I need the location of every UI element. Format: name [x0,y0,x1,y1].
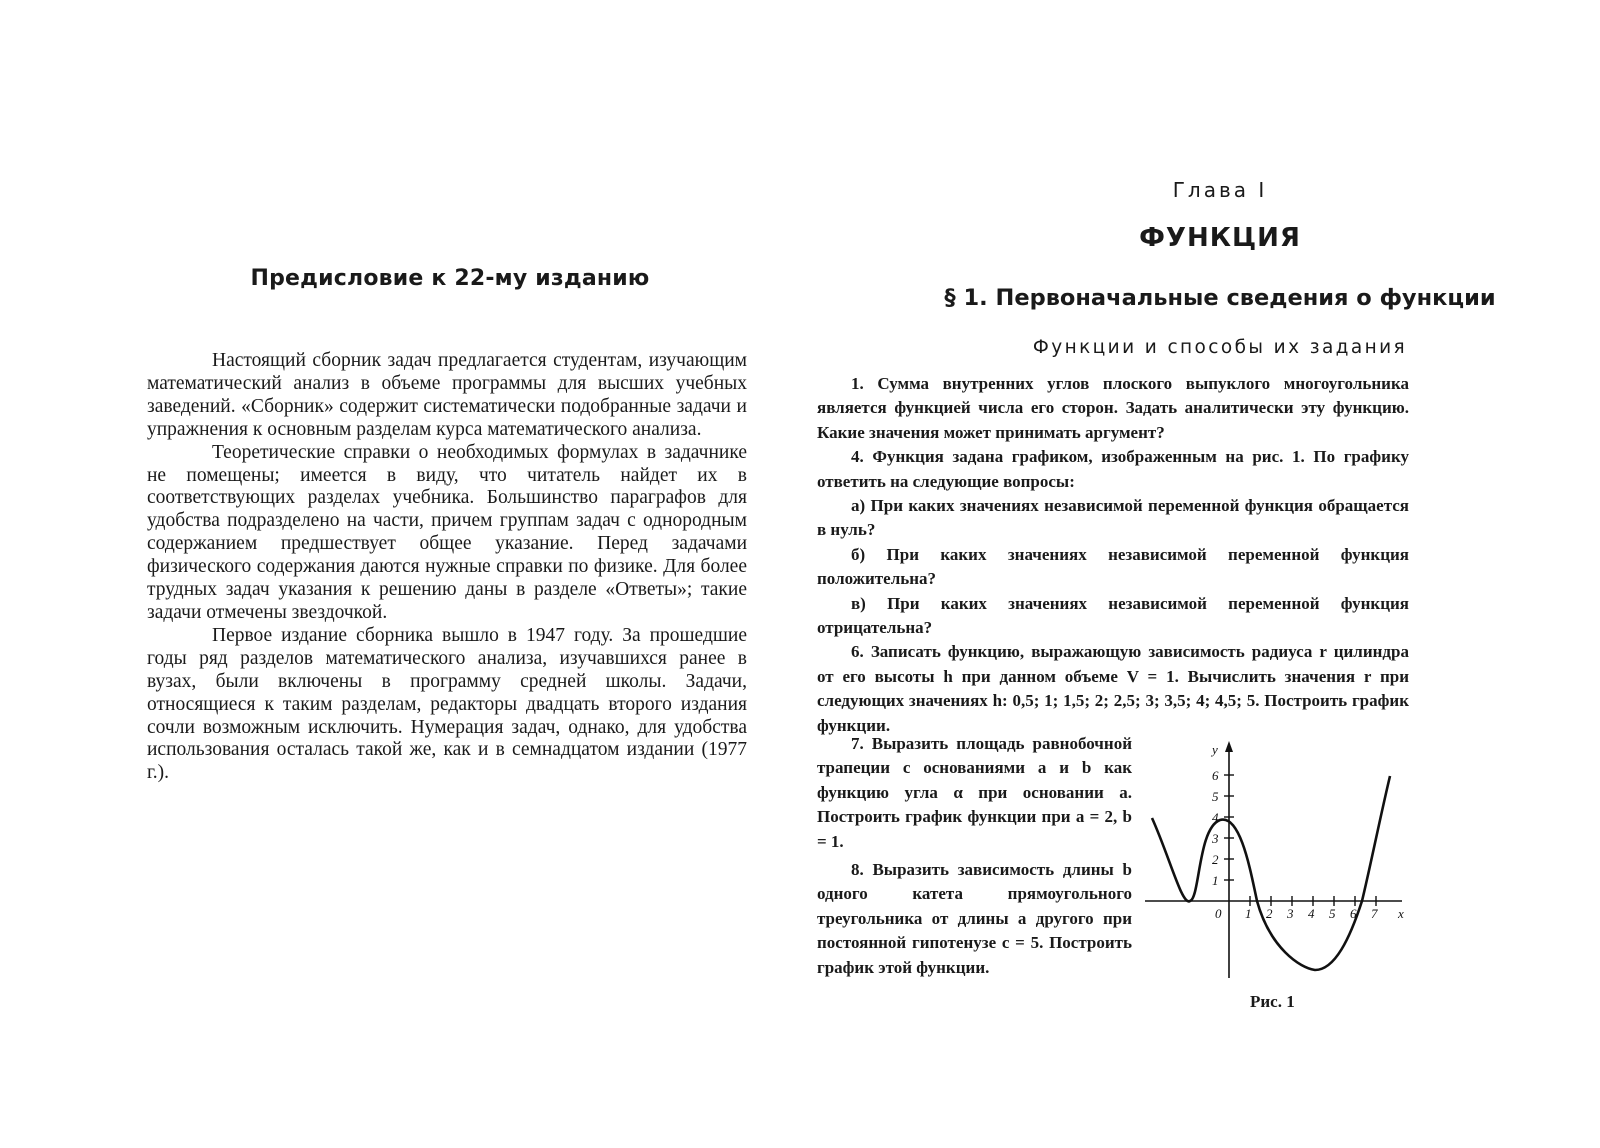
problem-list [817,372,1409,738]
preface-paragraph: Настоящий сборник задач предлагается студентам, изучающим математический анализ в объеме программы для высших учебных заведений. «Сборник» содержит систематически подобранные задачи и упражнения к основным разделам курса математического анализа. [147,350,747,440]
problem-text: а) При каких значениях независимой переменной функция обращается в нуль? [817,496,1409,540]
x-tick-1: 1 [1245,906,1252,921]
lower-problem-list [817,732,1132,984]
x-axis-label: x [1398,906,1404,921]
function-graph [1140,738,1410,988]
problem-text: б) При каких значениях независимой переменной функция положительна? [817,544,1409,589]
chapter-title: ФУНКЦИЯ [1139,223,1301,253]
problem-text: Функция задана графиком, изображенным на рис. 1. По графику ответить на следующие вопросы: [817,447,1409,491]
figure-caption: Рис. 1 [1250,992,1295,1011]
x-tick-labels [1215,906,1404,921]
problem-4b [817,543,1409,592]
y-tick-4: 4 [1212,810,1219,825]
figure-1 [1140,738,1410,1018]
x-tick-0: 0 [1215,906,1222,921]
preface-title: Предисловие к 22-му изданию [250,266,650,291]
problem-text: Сумма внутренних углов плоского выпуклого многоугольника является функцией числа его сторон. Задать аналитически эту функцию. Какие значения может принимать аргумент? [817,374,1409,442]
problem-number: 6. [851,642,864,662]
problem-number: 7. [851,734,864,753]
y-tick-labels [1210,742,1219,888]
problem-1 [817,372,1409,445]
problem-number: 4. [851,447,864,467]
y-tick-2: 2 [1212,852,1219,867]
problem-text: Выразить зависимость длины b одного катета прямоугольного треугольника от длины a другого при постоянной гипотенузе c = 5. Построить график этой функции. [817,860,1132,977]
problem-4a [817,494,1409,543]
preface-paragraph: Первое издание сборника вышло в 1947 году. За прошедшие годы ряд разделов математического анализа, изучавшихся ранее в вузах, были включены в программу средней школы. Задачи, относящиеся к таким разделам, редакторы двадцать второго издания сочли возможным исключить. Нумерация задач, однако, для удобства использования осталась такой же, как и в семнадцатом издании (1977 г.). [147,624,747,784]
problem-number: 1. [851,374,864,393]
problem-8 [817,858,1132,980]
problem-text: в) При каких значениях независимой переменной функция отрицательна? [817,593,1409,638]
y-tick-3: 3 [1212,831,1219,846]
x-tick-7: 7 [1371,906,1378,921]
section-title: § 1. Первоначальные сведения о функции [944,285,1496,311]
x-tick-5: 5 [1329,906,1336,921]
y-tick-1: 1 [1212,873,1219,888]
problem-text: Записать функцию, выражающую зависимость радиуса r цилиндра от его высоты h при данном объеме V = 1. Вычислить значения r при следующих значениях h: 0,5; 1; 1,5; 2; 2,5; 3; 3,5; 4; 4,5; 5. Построить график функции. [817,642,1409,735]
x-tick-3: 3 [1287,906,1294,921]
problem-text: Выразить площадь равнобочной трапеции с основаниями a и b как функцию угла α при основании a. Построить график функции при a = 2, b = 1. [817,734,1132,851]
preface-paragraph: Теоретические справки о необходимых формулах в задачнике не помещены; имеется в виду, что читатель найдет их в соответствующих разделах учебника. Большинство параграфов для удобства подразделено на части, причем группам задач с однородным содержанием предшествует общее указание. Перед задачами физического содержания даются нужные справки по физике. Для более трудных задач указания к решению даны в разделе «Ответы»; такие задачи отмечены звездочкой. [147,441,747,623]
y-axis-label: y [1212,742,1218,757]
problem-number: 8. [851,860,864,880]
x-tick-2: 2 [1266,906,1273,921]
y-tick-5: 5 [1212,789,1219,804]
subsection-title: Функции и способы их задания [1032,337,1408,358]
x-tick-4: 4 [1308,906,1315,921]
problem-4 [817,445,1409,494]
preface-body [147,350,747,785]
x-tick-6: 6 [1350,906,1357,921]
problem-4c [817,592,1409,641]
right-page [800,0,1600,1148]
problem-7 [817,732,1132,854]
y-axis-arrow [1225,741,1233,752]
chapter-label: Глава I [1172,178,1268,202]
problem-6 [817,640,1409,738]
function-curve [1152,776,1390,970]
y-tick-6: 6 [1212,768,1219,783]
